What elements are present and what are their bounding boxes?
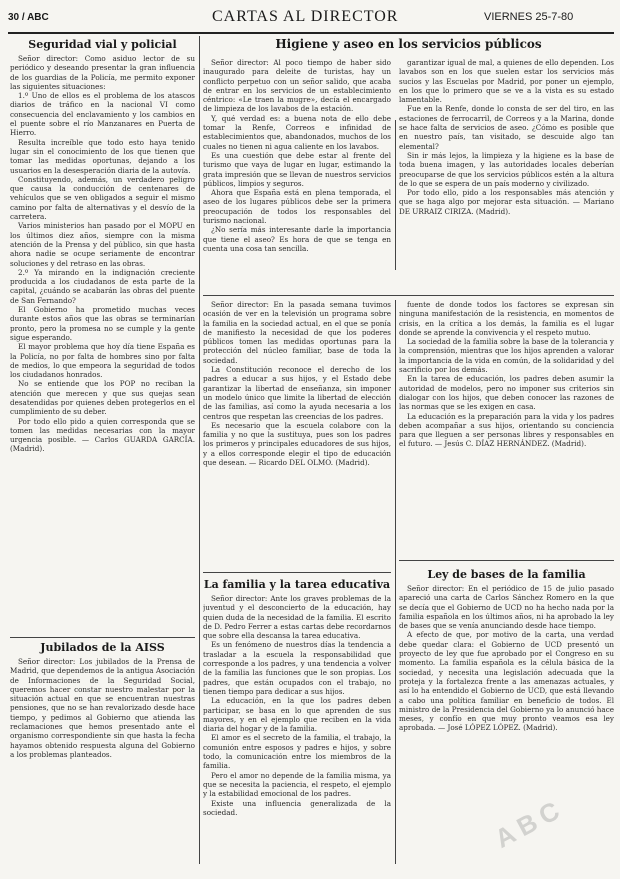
article-paragraph: A efecto de que, por motivo de la carta, una verdad debe quedar clara: el Gobierno de UCD presentó un proyecto de ley que fue aprobado por el Congreso en su momento. La familia española es la célula básica de la sociedad, y necesita una legislación adecuada que la proteja y la fortalezca frente a las amenazas actuales, y así lo ha entendido el Gobierno de UCD, que está llevando a cabo una política familiar en beneficio de todos. El ministro de la Presidencia del Gobierno ya lo anunció hace meses, y confío en que muy pronto veamos esa ley aprobada. — José LÓPEZ LÓPEZ. (Madrid).	[399, 630, 614, 733]
article-paragraph: Señor director: Ante los graves problemas de la juventud y el desconcierto de la educación, hay quien duda de la necesidad de la familia. El escrito de D. Pedro Ferrer a estas cartas debe recordarnos que sobre ella descansa la tarea educativa.	[203, 594, 391, 641]
watermark: ABC	[489, 792, 570, 854]
article-paragraph: Existe una influencia generalizada de la sociedad.	[203, 798, 391, 817]
article-paragraph: No se entiende que los POP no reciban la atención que merecen y que sus quejas sean desatendidas por quienes deben protegerlos en el cumplimiento de su deber.	[10, 379, 195, 417]
article-paragraph: Es una cuestión que debe estar al frente del turismo que vaya de lugar en lugar, estimando la grata impresión que se llevan de nuestros servicios públicos, limpios y seguros.	[203, 150, 391, 188]
article-paragraph: 1.º Uno de ellos es el problema de los atascos diarios de tráfico en la nacional VI como consecuencia del enclavamiento y los cambios en el puente sobre el río Manzanares en Puerta de Hierro.	[10, 91, 195, 138]
article-title: Seguridad vial y policial	[28, 38, 177, 51]
article-paragraph: 2.º Ya mirando en la indignación creciente producida a los ciudadanos de esta parte de la capital, ¿cuándo se acabarán las obras del puente de San Fernando?	[10, 267, 195, 305]
article-continuation-right	[399, 300, 614, 556]
article-paragraph: En la tarea de educación, los padres deben asumir la autoridad de modelos, pero no imponer sus criterios sin dialogar con los hijos, que deben conocer las razones de las normas que se les exigen en casa.	[399, 374, 614, 412]
article-paragraph: El Gobierno ha prometido muchas veces durante estos años que las obras se terminarían pronto, pero la promesa no se cumple y la gente sigue esperando.	[10, 305, 195, 342]
article-paragraph: Es un fenómeno de nuestros días la tendencia a trasladar a la escuela la responsabilidad que corresponde a los padres, y una tendencia a volver de la familia las funciones que le son propias. Los padres, que están ocupados con el trabajo, no tienen tiempo para dedicar a sus hijos.	[203, 640, 391, 696]
issue-date: VIERNES 25-7-80	[484, 11, 574, 23]
row-rule-left	[10, 637, 195, 638]
article-paragraph: Por todo ello, pido a los responsables más atención y que se haga algo por mejorar esta situación. — Mariano DE URRAIZ CIRIZA. (Madrid).	[399, 188, 614, 216]
article-paragraph: Es necesario que la escuela colabore con la familia y no que la sustituya, pues son los padres los primeros y principales educadores de sus hijos, y a ellos corresponde elegir el tipo de educación que desean. — Ricardo DEL OLMO. (Madrid).	[203, 420, 391, 468]
article-paragraph: Por todo ello pido a quien corresponda que se tomen las medidas necesarias con la mayor urgencia posible. — Carlos GUARDA GARCÍA. (Madrid).	[10, 416, 195, 454]
column-divider-top	[395, 120, 396, 270]
article-paragraph: Resulta increíble que todo esto haya tenido lugar sin el conocimiento de los que tienen que tomar las medidas oportunas, dejando a los usuarios en la desesperación diaria de la autovía.	[10, 137, 195, 175]
article-higiene-title	[203, 38, 614, 56]
article-paragraph: Ahora que España está en plena temporada, el aseo de los lugares públicos debe ser la primera preocupación de todos los responsables del turismo nacional.	[203, 188, 391, 226]
article-paragraph: Señor director: En el periódico de 15 de julio pasado apareció una carta de Carlos Sánchez Romero en la que se decía que el Gobierno de UCD no ha hecho nada por la familia española en los últimos años, ni ha aprobado la ley de bases que se venía anunciando desde hace tiempo.	[399, 584, 614, 631]
article-paragraph: fuente de donde todos los factores se expresan sin ninguna manifestación de la resistencia, en momentos de crisis, en la crítica a los demás, la familia es el lugar donde se aprende la convivencia y el respeto mutuo.	[399, 300, 614, 337]
article-paragraph: La sociedad de la familia sobre la base de la tolerancia y la comprensión, mientras que los hijos aprenden a valorar la importancia de la vida en común, de la solidaridad y del sacrificio por los demás.	[399, 337, 614, 375]
article-familia-educativa	[203, 578, 391, 863]
article-paragraph: Señor director: Los jubilados de la Prensa de Madrid, que dependemos de la antigua Asociación de Informaciones de la Seguridad Social, queremos hacer constar nuestro malestar por la situación actual en que se encuentran nuestras pensiones, que no se han revalorizado desde hace tiempo, y pedimos al Gobierno que atienda las reclamaciones que hemos presentado ante el organismo correspondiente sin que hasta la fecha hayamos obtenido respuesta alguna del Gobierno a los problemas planteados.	[10, 657, 195, 759]
article-continuation-left	[203, 300, 391, 568]
article-title: Jubilados de la AISS	[40, 641, 165, 654]
article-paragraph: El amor es el secreto de la familia, el trabajo, la comunión entre esposos y padres e hijos, y sobre todo, la comunicación entre los miembros de la familia.	[203, 733, 391, 771]
article-paragraph: Pero el amor no depende de la familia misma, ya que se necesita la paciencia, el respeto, el ejemplo y la estabilidad emocional de los padres.	[203, 770, 391, 799]
article-paragraph: Sin ir más lejos, la limpieza y la higiene es la base de toda buena imagen, y las autoridades locales deberían preocuparse de que los servicios públicos estén a la altura de lo que se espera de un país moderno y civilizado.	[399, 150, 614, 188]
article-paragraph: Fue en la Renfe, donde lo consta de ser del tiro, en las estaciones de ferrocarril, de Correos y a la Marina, donde se hace falta de servicios de aseo. ¿Cómo es posible que en nuestro país, tan visitado, se descuide algo tan elemental?	[399, 104, 614, 151]
page-label: 30 / ABC	[8, 12, 49, 23]
row-rule-mid	[203, 572, 391, 573]
article-paragraph: Señor director: En la pasada semana tuvimos ocasión de ver en la televisión un programa sobre la familia en la sociedad actual, en el que se ponía de manifiesto la necesidad de que los poderes públicos tomen las medidas oportunas para la protección del núcleo familiar, base de toda la sociedad.	[203, 300, 391, 365]
row-rule-right	[399, 560, 614, 561]
article-paragraph: Señor director: Como asiduo lector de su periódico y deseando presentar la gran influencia de los guardias de la Policía, me permito exponer las siguientes situaciones:	[10, 54, 195, 91]
article-paragraph: Señor director: Al poco tiempo de haber sido inaugurado para deleite de turistas, hay un conflicto perpetuo con un señor salido, que acaba de entrar en los servicios de un establecimiento céntrico: «Le traen la mugre», decía el encargado de limpieza de los lavabos de la estación.	[203, 58, 391, 114]
article-jubilados	[10, 641, 195, 863]
article-title: Higiene y aseo en los servicios públicos	[275, 38, 542, 51]
article-seguridad-vial	[10, 38, 195, 634]
article-higiene-right	[399, 58, 614, 292]
article-paragraph: El mayor problema que hoy día tiene España es la Policía, no por falta de hombres sino por falta de medios, lo que empeora la seguridad de todos los ciudadanos honrados.	[10, 342, 195, 380]
section-title: CARTAS AL DIRECTOR	[212, 8, 399, 25]
article-paragraph: La educación, en la que los padres deben participar, se basa en lo que aprenden de sus mayores, y en el ejemplo que reciben en la vida diaria del hogar y de la familia.	[203, 696, 391, 734]
article-title: La familia y la tarea educativa	[203, 578, 391, 591]
article-title: Ley de bases de la familia	[427, 568, 586, 581]
article-paragraph: ¿No sería más interesante darle la importancia que tiene el aseo? Es hora de que se tenga en cuenta una cosa tan sencilla.	[203, 225, 391, 253]
article-paragraph: garantizar igual de mal, a quienes de ello dependen. Los lavabos son en los que suelen estar los servicios más sucios y las Escuelas por Madrid, por poner un ejemplo, en los que lo primero que se ve a la vista es su estado lamentable.	[399, 58, 614, 105]
article-paragraph: La Constitución reconoce el derecho de los padres a educar a sus hijos, y el Estado debe garantizar la libertad de enseñanza, sin imponer un modelo único que limite la libertad de elección de las familias, así como la ayuda necesaria a los centros que respetan las creencias de los padres.	[203, 365, 391, 421]
column-divider-right	[395, 300, 396, 864]
article-paragraph: Varios ministerios han pasado por el MOPU en los últimos diez años, siempre con la misma atención de la Prensa y del público, sin que hasta ahora nadie se ocupe seriamente de encontrar soluciones y del retraso en las obras.	[10, 221, 195, 268]
article-paragraph: Y, qué verdad es: a buena nota de ello debe tomar la Renfe, Correos e infinidad de establecimientos que, abandonados, muchos de los cuales no tienen ni agua caliente en los lavabos.	[203, 113, 391, 151]
page-header	[0, 0, 620, 34]
article-paragraph: La educación es la preparación para la vida y los padres deben acompañar a sus hijos, orientando su conciencia para que lleguen a ser personas libres y responsables en el futuro. — Jesús C. DÍAZ HERNÁNDEZ. (Madrid).	[399, 411, 614, 449]
column-divider-left	[199, 36, 200, 864]
header-rule	[8, 32, 614, 34]
row-rule-1	[203, 295, 614, 296]
article-higiene-left	[203, 58, 391, 292]
article-paragraph: Constituyendo, además, un verdadero peligro que causa la conducción de centenares de vehículos que se ven obligados a seguir el mismo camino por falta de alternativas y el desvío de la carretera.	[10, 174, 195, 222]
